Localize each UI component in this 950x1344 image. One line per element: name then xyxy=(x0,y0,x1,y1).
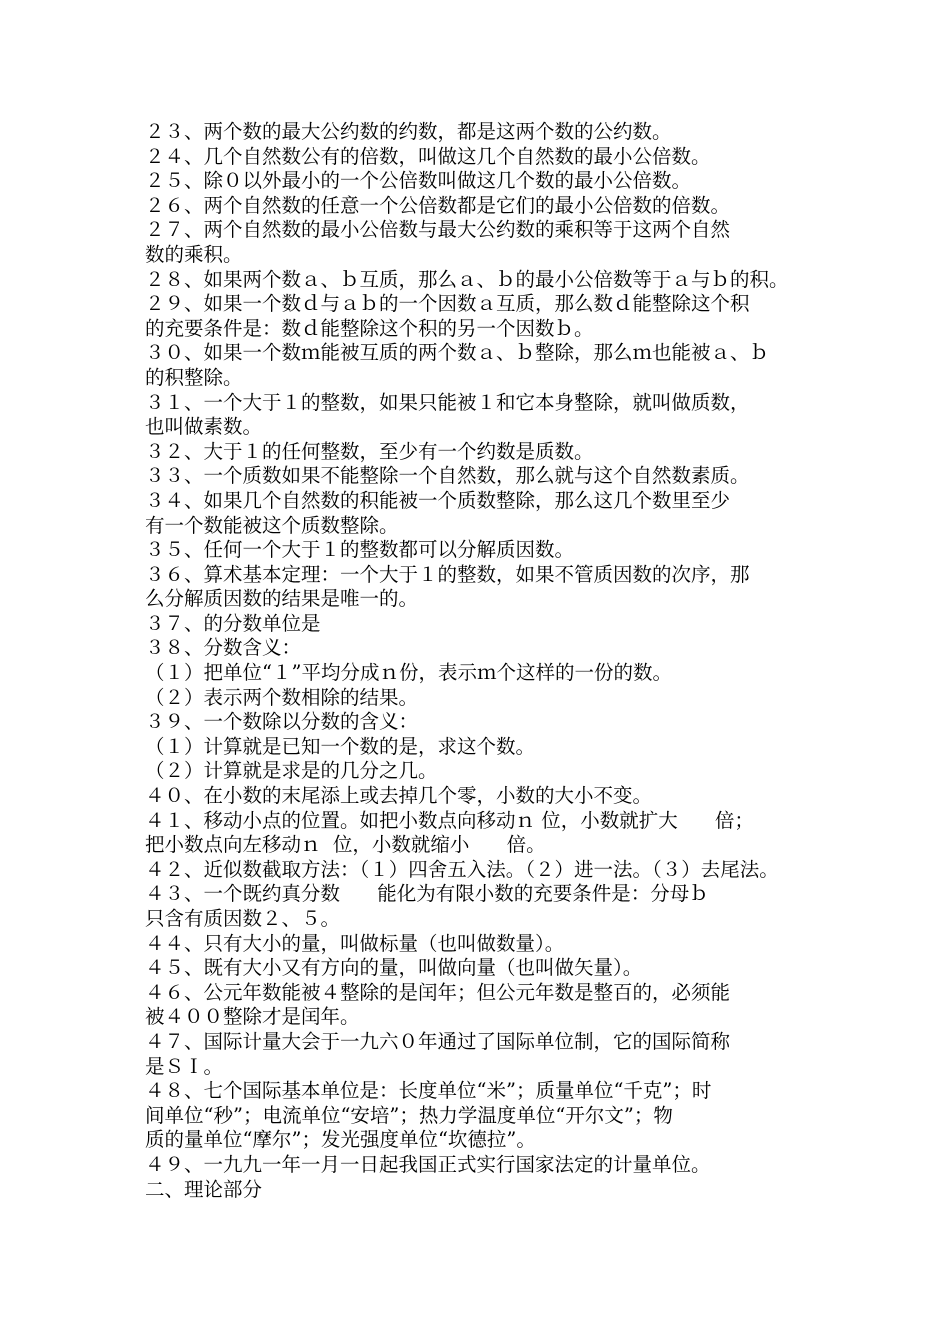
text-line-29a: ２９、如果一个数ｄ与ａｂ的一个因数ａ互质，那么数ｄ能整除这个积 xyxy=(145,292,750,316)
text-line-27b: 数的乘积。 xyxy=(145,242,243,266)
text-line-38-2: （２）表示两个数相除的结果。 xyxy=(145,685,419,709)
text-line-44: ４４、只有大小的量，叫做标量（也叫做数量）。 xyxy=(145,931,565,955)
text-line-48b: 间单位“秒”；电流单位“安培”；热力学温度单位“开尔文”；物 xyxy=(145,1103,673,1127)
text-line-28: ２８、如果两个数ａ、ｂ互质，那么ａ、ｂ的最小公倍数等于ａ与ｂ的积。 xyxy=(145,267,789,291)
text-line-43b: 只含有质因数２、５。 xyxy=(145,907,341,930)
text-line-34b: 有一个数能被这个质数整除。 xyxy=(145,513,399,537)
text-line-29b: 的充要条件是：数ｄ能整除这个积的另一个因数ｂ。 xyxy=(145,316,594,340)
text-line-39-2: （２）计算就是求是的几分之几。 xyxy=(145,759,438,783)
text-line-30a: ３０、如果一个数ｍ能被互质的两个数ａ、ｂ整除，那么ｍ也能被ａ、ｂ xyxy=(145,341,770,365)
text-line-25: ２５、除０以外最小的一个公倍数叫做这几个数的最小公倍数。 xyxy=(145,169,692,193)
text-line-48a: ４８、七个国际基本单位是：长度单位“米”；质量单位“千克”；时 xyxy=(145,1079,712,1103)
text-line-41b: 把小数点向左移动ｎ 位，小数就缩小 倍。 xyxy=(145,833,546,857)
text-line-38-1: （１）把单位“１”平均分成ｎ份，表示ｍ个这样的一份的数。 xyxy=(145,661,672,685)
text-line-43a: ４３、一个既约真分数 能化为有限小数的充要条件是：分母ｂ xyxy=(145,882,709,906)
text-line-30b: 的积整除。 xyxy=(145,365,243,389)
text-line-23: ２３、两个数的最大公约数的约数，都是这两个数的公约数。 xyxy=(145,120,672,143)
text-line-40: ４０、在小数的末尾添上或去掉几个零，小数的大小不变。 xyxy=(145,784,653,808)
text-line-42: ４２、近似数截取方法：（１）四舍五入法。（２）进一法。（３）去尾法。 xyxy=(145,857,779,881)
text-line-33: ３３、一个质数如果不能整除一个自然数，那么就与这个自然数素质。 xyxy=(145,464,750,488)
text-line-24: ２４、几个自然数公有的倍数，叫做这几个自然数的最小公倍数。 xyxy=(145,144,711,168)
text-line-38: ３８、分数含义： xyxy=(145,636,302,660)
text-line-47a: ４７、国际计量大会于一九六０年通过了国际单位制，它的国际简称 xyxy=(145,1029,731,1053)
text-line-47b: 是ＳＩ。 xyxy=(145,1054,224,1078)
text-line-39: ３９、一个数除以分数的含义： xyxy=(145,710,419,734)
text-line-31a: ３１、一个大于１的整数，如果只能被１和它本身整除，就叫做质数， xyxy=(145,390,750,414)
text-line-35: ３５、任何一个大于１的整数都可以分解质因数。 xyxy=(145,538,575,562)
text-line-45: ４５、既有大小又有方向的量，叫做向量（也叫做矢量）。 xyxy=(145,956,643,980)
document-page xyxy=(145,120,825,1202)
text-line-46a: ４６、公元年数能被４整除的是闰年；但公元年数是整百的，必须能 xyxy=(145,980,731,1004)
section-heading-theory: 二、理论部分 xyxy=(145,1177,263,1201)
text-line-36b: 么分解质因数的结果是唯一的。 xyxy=(145,587,419,611)
text-line-48c: 质的量单位“摩尔”；发光强度单位“坎德拉”。 xyxy=(145,1128,536,1152)
text-line-26: ２６、两个自然数的任意一个公倍数都是它们的最小公倍数的倍数。 xyxy=(145,193,731,217)
text-line-34a: ３４、如果几个自然数的积能被一个质数整除，那么这几个数里至少 xyxy=(145,488,731,512)
text-line-41a: ４１、移动小点的位置。如把小数点向移动ｎ 位，小数就扩大 倍； xyxy=(145,808,754,832)
text-line-39-1: （１）计算就是已知一个数的是，求这个数。 xyxy=(145,734,536,758)
text-line-37: ３７、的分数单位是 xyxy=(145,611,321,635)
text-line-32: ３２、大于１的任何整数，至少有一个约数是质数。 xyxy=(145,439,594,463)
text-line-49: ４９、一九九一年一月一日起我国正式实行国家法定的计量单位。 xyxy=(145,1152,711,1176)
text-line-46b: 被４００整除才是闰年。 xyxy=(145,1005,360,1029)
text-line-27a: ２７、两个自然数的最小公倍数与最大公约数的乘积等于这两个自然 xyxy=(145,218,731,242)
text-line-36a: ３６、算术基本定理：一个大于１的整数，如果不管质因数的次序，那 xyxy=(145,562,750,586)
text-line-31b: 也叫做素数。 xyxy=(145,415,263,439)
